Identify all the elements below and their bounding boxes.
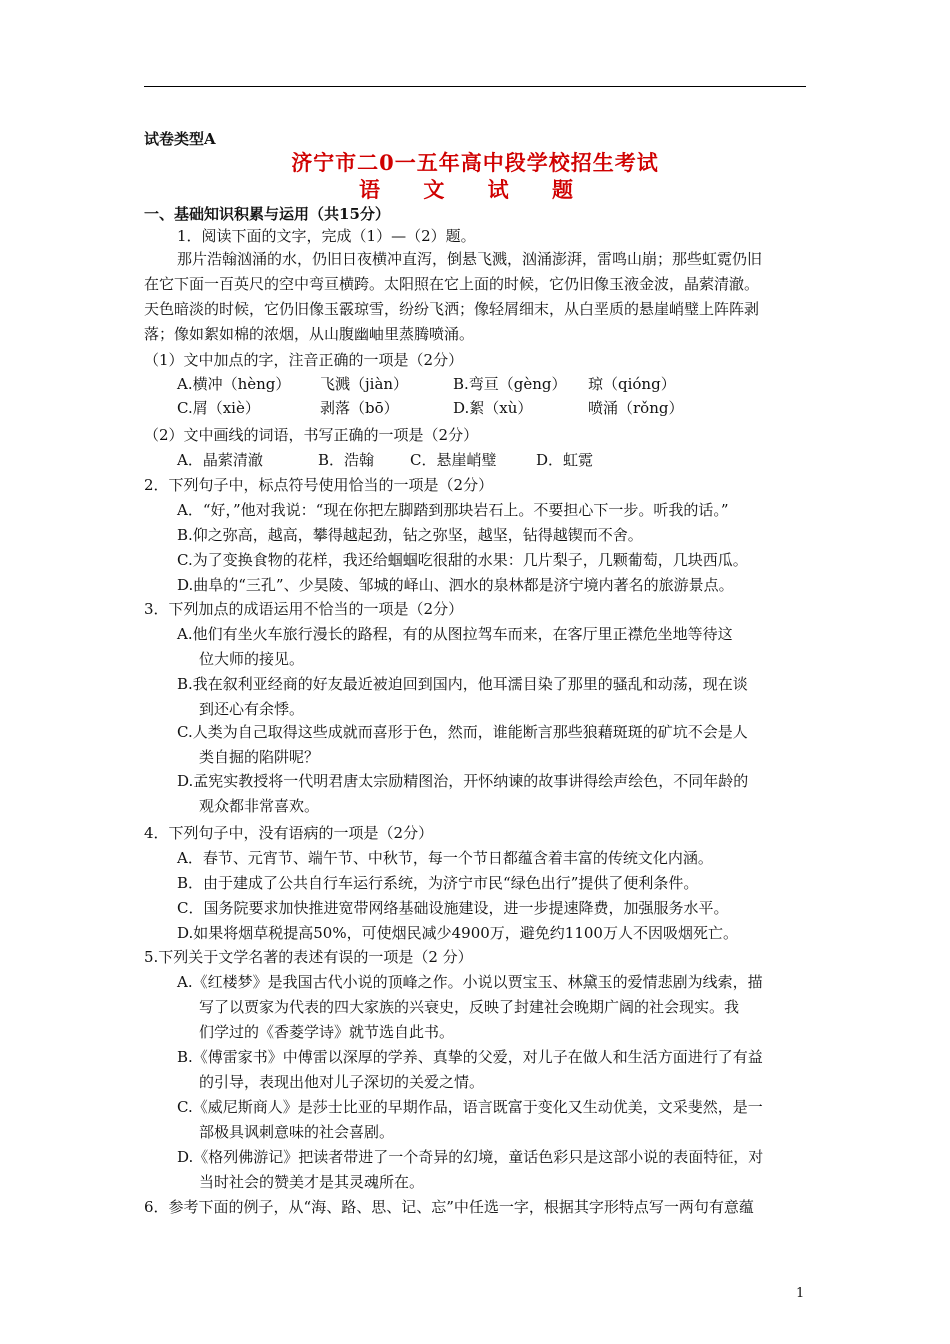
- paper-type-label: 试卷类型A: [144, 130, 216, 148]
- q1-sub1-option-c: C.屑（xiè）: [177, 399, 260, 417]
- q3-option-d: D.孟宪实教授将一代明君唐太宗励精图治，开怀纳谏的故事讲得绘声绘色，不同年龄的: [177, 772, 749, 790]
- q1-stem: 1．阅读下面的文字，完成（1）—（2）题。: [177, 227, 476, 245]
- q2-option-d: D.曲阜的“三孔”、少昊陵、邹城的峄山、泗水的泉林都是济宁境内著名的旅游景点。: [177, 576, 734, 594]
- q1-sub1-option-b: B.弯亘（gèng）: [453, 375, 567, 393]
- q2-stem: 2．下列句子中，标点符号使用恰当的一项是（2分）: [144, 476, 494, 494]
- q6-stem: 6．参考下面的例子，从“海、路、思、记、忘”中任选一字，根据其字形特点写一两句有意蕴: [144, 1198, 754, 1216]
- q1-passage-line: 落；像如絮如棉的浓烟，从山腹幽岫里蒸腾喷涌。: [144, 325, 475, 343]
- q5-option-b: B.《傅雷家书》中傅雷以深厚的学养、真挚的父爱，对儿子在做人和生活方面进行了有益: [177, 1048, 763, 1066]
- exam-title: 济宁市二0一五年高中段学校招生考试: [291, 150, 659, 175]
- q3-option-d-cont: 观众都非常喜欢。: [199, 797, 320, 815]
- q1-sub2-option-c: C．悬崖峭璧: [410, 451, 497, 469]
- q5-option-c: C.《威尼斯商人》是莎士比亚的早期作品，语言既富于变化又生动优美，文采斐然，是一: [177, 1098, 763, 1116]
- q1-passage-line: 在它下面一百英尺的空中弯亘横跨。太阳照在它上面的时候，它仍旧像玉液金波，晶萦清澈。: [144, 275, 760, 293]
- section-heading: 一、基础知识积累与运用（共15分）: [144, 205, 390, 223]
- header-rule: [144, 86, 806, 87]
- q1-sub2-option-d: D．虹霓: [536, 451, 594, 469]
- q1-sub1-option-d-2: 喷涌（rǒng）: [588, 399, 684, 417]
- q1-sub2-stem: （2）文中画线的词语，书写正确的一项是（2分）: [144, 426, 479, 444]
- q1-sub1-option-d: D.絮（xù）: [453, 399, 533, 417]
- q2-option-a: A．“好，”他对我说：“现在你把左脚踏到那块岩石上。不要担心下一步。听我的话。”: [177, 501, 729, 519]
- q5-stem: 5.下列关于文学名著的表述有误的一项是（2 分）: [144, 948, 473, 966]
- q1-sub2-option-a: A．晶萦清澈: [177, 451, 263, 469]
- q4-option-d: D.如果将烟草税提高50%，可使烟民减少4900万，避免约1100万人不因吸烟死亡。: [177, 924, 738, 942]
- q3-option-c-cont: 类自掘的陷阱呢？: [199, 748, 320, 766]
- q4-stem: 4．下列句子中，没有语病的一项是（2分）: [144, 824, 434, 842]
- q5-option-a-cont: 们学过的《香菱学诗》就节选自此书。: [199, 1023, 455, 1041]
- page-number: 1: [796, 1286, 805, 1301]
- q4-option-a: A．春节、元宵节、端午节、中秋节，每一个节日都蕴含着丰富的传统文化内涵。: [177, 849, 713, 867]
- q2-option-b: B.仰之弥高，越高，攀得越起劲，钻之弥坚，越坚，钻得越锲而不舍。: [177, 526, 643, 544]
- q1-passage-line: 天色暗淡的时候，它仍旧像玉霰琼雪，纷纷飞洒；像轻屑细末，从白垩质的悬崖峭璧上阵阵剥: [144, 300, 760, 318]
- q3-option-b: B.我在叙利亚经商的好友最近被迫回到国内，他耳濡目染了那里的骚乱和动荡，现在谈: [177, 675, 748, 693]
- exam-subject-title: 语 文 试 题: [359, 177, 591, 202]
- q5-option-a: A.《红楼梦》是我国古代小说的顶峰之作。小说以贾宝玉、林黛玉的爱情悲剧为线索，描: [177, 973, 763, 991]
- q5-option-d: D.《格列佛游记》把读者带进了一个奇异的幻境，童话色彩只是这部小说的表面特征，对: [177, 1148, 764, 1166]
- q4-option-c: C．国务院要求加快推进宽带网络基础设施建设，进一步提速降费，加强服务水平。: [177, 899, 729, 917]
- q3-option-a: A.他们有坐火车旅行漫长的路程，有的从图拉驾车而来，在客厅里正襟危坐地等待这: [177, 625, 733, 643]
- q3-option-b-cont: 到还心有余悸。: [199, 700, 305, 718]
- q3-option-a-cont: 位大师的接见。: [199, 650, 305, 668]
- q5-option-b-cont: 的引导，表现出他对儿子深切的关爱之情。: [199, 1073, 485, 1091]
- q1-sub1-option-a: A.横冲（hèng）: [177, 375, 291, 393]
- q1-sub2-option-b: B．浩翰: [318, 451, 375, 469]
- q3-option-c: C.人类为自己取得这些成就而喜形于色，然而，谁能断言那些狼藉斑斑的矿坑不会是人: [177, 723, 748, 741]
- q1-sub1-stem: （1）文中加点的字，注音正确的一项是（2分）: [144, 351, 464, 369]
- q1-sub1-option-c-2: 剥落（bō）: [320, 399, 399, 417]
- q4-option-b: B．由于建成了公共自行车运行系统，为济宁市民“绿色出行”提供了便利条件。: [177, 874, 699, 892]
- q5-option-a-cont: 写了以贾家为代表的四大家族的兴衰史，反映了封建社会晚期广阔的社会现实。我: [199, 998, 740, 1016]
- q1-sub1-option-b-2: 琼（qióng）: [588, 375, 676, 393]
- q2-option-c: C.为了变换食物的花样，我还给蝈蝈吃很甜的水果：几片梨子，几颗葡萄，几块西瓜。: [177, 551, 748, 569]
- q5-option-d-cont: 当时社会的赞美才是其灵魂所在。: [199, 1173, 425, 1191]
- q1-passage-line: 那片浩翰汹涌的水，仍旧日夜横冲直泻，倒悬飞溅，汹涌澎湃，雷鸣山崩；那些虹霓仍旧: [177, 250, 763, 268]
- q1-sub1-option-a-2: 飞溅（jiàn）: [320, 375, 409, 393]
- q5-option-c-cont: 部极具讽刺意味的社会喜剧。: [199, 1123, 395, 1141]
- q3-stem: 3．下列加点的成语运用不恰当的一项是（2分）: [144, 600, 464, 618]
